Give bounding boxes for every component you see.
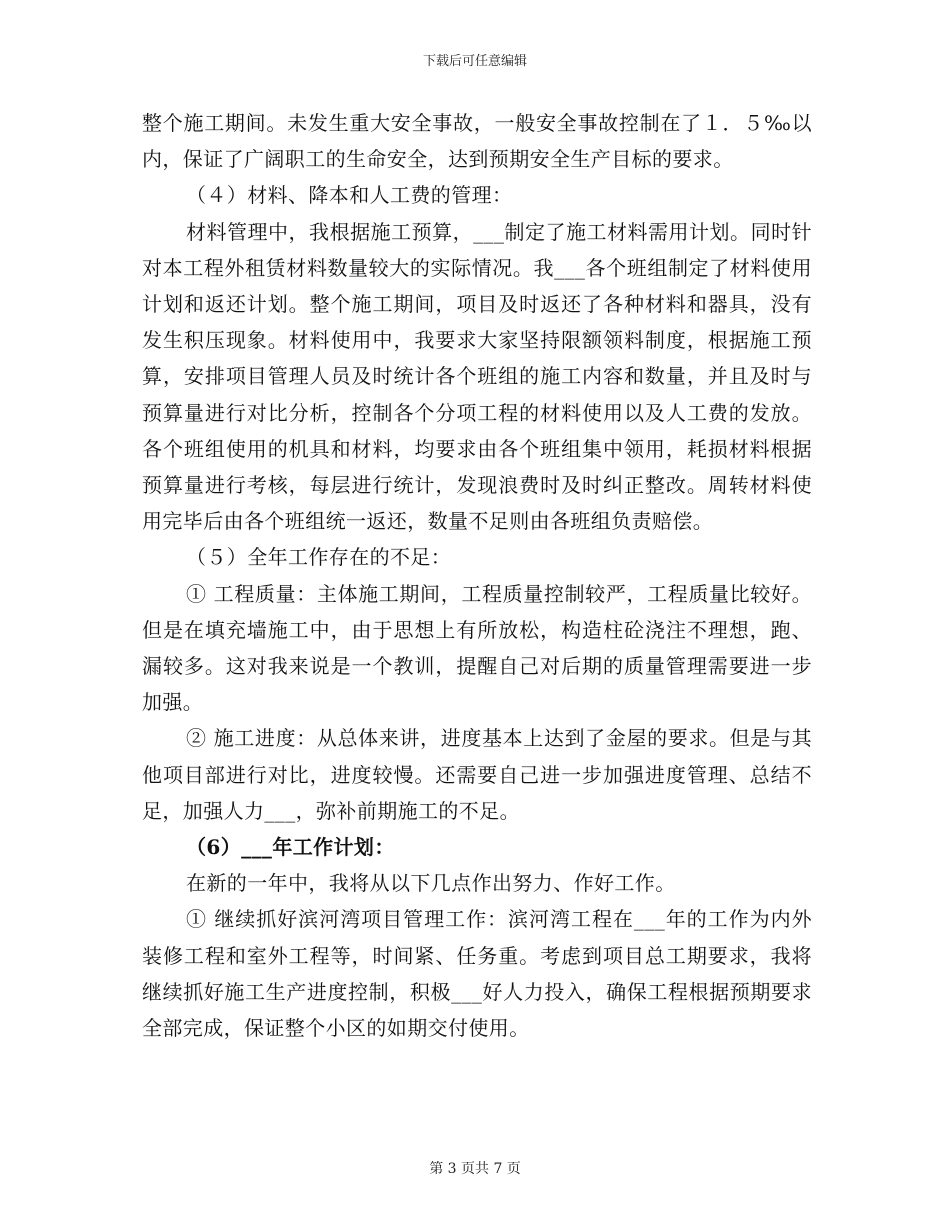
page-footer: 第 3 页共 7 页 [429,1161,521,1177]
heading-work-plan: （6）___年工作计划： [186,835,395,860]
paragraph-safety-summary: 整个施工期间。未发生重大安全事故，一般安全事故控制在了１．５‰以内，保证了广阔职工的生命安全，达到预期安全生产目标的要求。 [142,111,812,172]
document-body [142,105,812,1046]
paragraph-plan-item-1: ① 继续抓好滨河湾项目管理工作：滨河湾工程在___年的工作为内外装修工程和室外工程等，时间紧、任务重。考虑到项目总工期要求，我将继续抓好施工生产进度控制，积极___好人力投入，确保工程根据预期要求全部完成，保证整个小区的如期交付使用。 [142,907,812,1041]
page-header: 下载后可任意编辑 [422,54,527,69]
heading-shortcomings: （５）全年工作存在的不足： [186,545,452,570]
heading-materials-cost: （４）材料、降本和人工费的管理： [186,183,513,208]
paragraph-materials-management: 材料管理中，我根据施工预算，___制定了施工材料需用计划。同时针对本工程外租赁材料数量较大的实际情况。我___各个班组制定了材料使用计划和返还计划。整个施工期间，项目及时返还了各种材料和器具，没有发生积压现象。材料使用中，我要求大家坚持限额领料制度，根据施工预算，安排项目管理人员及时统计各个班组的施工内容和数量，并且及时与预算量进行对比分析，控制各个分项工程的材料使用以及人工费的发放。各个班组使用的机具和材料，均要求由各个班组集中领用，耗损材料根据预算量进行考核，每层进行统计，发现浪费时及时纠正整改。周转材料使用完毕后由各个班组统一返还，数量不足则由各班组负责赔偿。 [142,219,812,534]
paragraph-plan-intro: 在新的一年中，我将从以下几点作出努力、作好工作。 [186,871,676,896]
paragraph-progress: ② 施工进度：从总体来讲，进度基本上达到了金屋的要求。但是与其他项目部进行对比，进度较慢。还需要自己进一步加强进度管理、总结不足，加强人力___，弥补前期施工的不足。 [142,726,812,823]
paragraph-quality: ① 工程质量：主体施工期间，工程质量控制较严，工程质量比较好。但是在填充墙施工中，由于思想上有所放松，构造柱砼浇注不理想，跑、漏较多。这对我来说是一个教训，提醒自己对后期的质量管理需要进一步加强。 [142,581,812,715]
